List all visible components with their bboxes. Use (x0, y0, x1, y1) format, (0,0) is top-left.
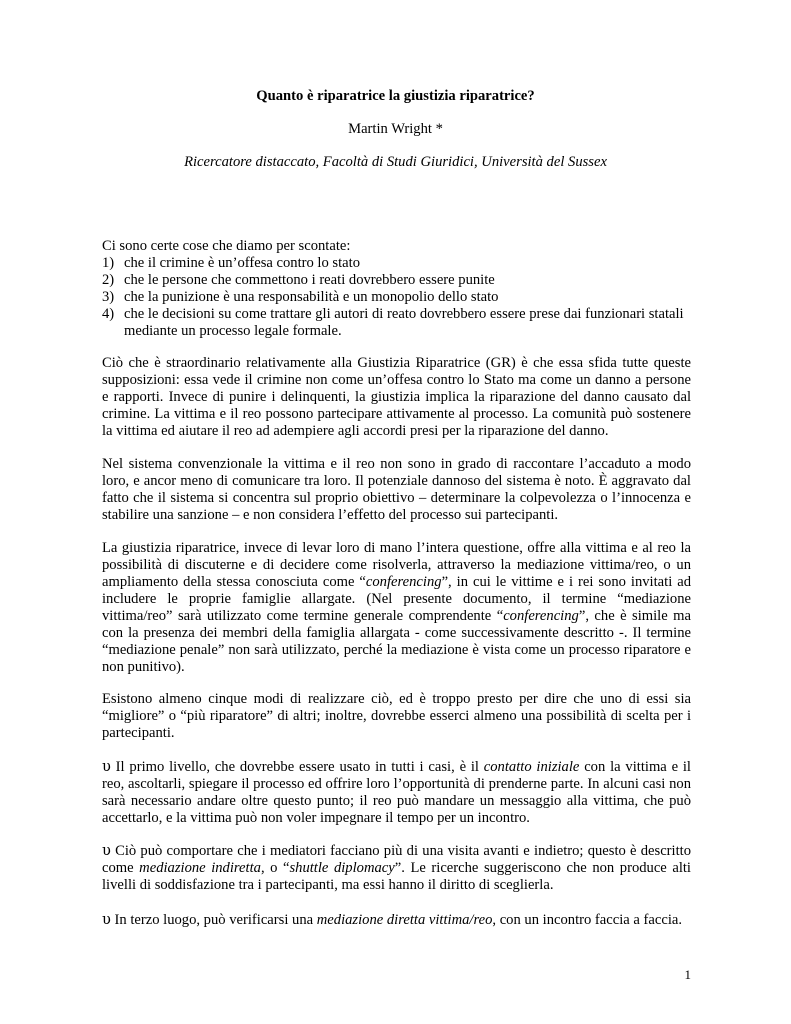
list-item-text: che il crimine è un’offesa contro lo stato (124, 255, 360, 271)
text-span: , o “ (260, 860, 290, 876)
paragraph-five-ways: Esistono almeno cinque modi di realizzare ciò, ed è troppo presto per dire che uno di essi sia “migliore” o “più riparatore” di altri; inoltre, dovrebbe esserci almeno una possibilità di scelta per i partecipanti. (102, 691, 691, 741)
document-title: Quanto è riparatrice la giustizia riparatrice? (256, 88, 535, 104)
text-span: Il primo livello, che dovrebbe essere usato in tutti i casi, è il (110, 759, 484, 775)
assumptions-intro: Ci sono certe cose che diamo per scontate: (102, 238, 351, 254)
paragraph-restorative-justice (102, 540, 691, 676)
list-item-number: 1) (102, 255, 115, 271)
text-span: , con un incontro faccia a faccia. (492, 912, 683, 928)
paragraph-gr-definition: Ciò che è straordinario relativamente alla Giustizia Riparatrice (GR) è che essa sfida tutte queste supposizioni: essa vede il crimine non come un’offesa contro lo Stato ma come un danno a persone e rapporti. Invece di punire i delinquenti, la giustizia implica la riparazione del danno causato dal crimine. La vittima e il reo possono partecipare attivamente al processo. La comunità può sostenere la vittima ed aiutare il reo ad adempiere agli accordi presi per la riparazione del danno. (102, 355, 691, 439)
italic-term: contatto iniziale (483, 759, 580, 775)
paragraph-conventional-system: Nel sistema convenzionale la vittima e il reo non sono in grado di raccontare l’accaduto a modo loro, e ancor meno di comunicare tra loro. Il potenziale dannoso del sistema è noto. È aggravato dal fatto che il sistema si concentra sul proprio obiettivo – determinare la colpevolezza o l’innocenza e stabilire una sanzione – e non considera l’effetto del processo sui partecipanti. (102, 456, 691, 523)
text-span: La giustizia riparatrice, invece di levar loro di mano l’intera questione, offre alla vittima e al reo la possibilità di discuterne e di decidere come risolverla, attraverso la mediazione vittima/reo, o un ampliamento della stessa conosciuta come “ (102, 540, 691, 590)
italic-term: mediazione indiretta (139, 860, 261, 876)
text-span: con la vittima e il reo, ascoltarli, spiegare il processo ed offrire loro l’opportunità di prenderne parte. In alcuni casi non sarà necessario andare oltre questo punto; il reo può mandare un messaggio alla vittima, che può accettarlo, e la vittima può non voler impegnare il tempo per un incontro. (102, 759, 691, 826)
italic-term: conferencing (503, 608, 579, 624)
bullet-icon: υ (102, 911, 111, 928)
text-span: In terzo luogo, può verificarsi una (110, 912, 317, 928)
author-affiliation: Ricercatore distaccato, Facoltà di Studi Giuridici, Università del Sussex (184, 154, 607, 170)
paragraph-first-level (102, 758, 691, 827)
list-item-number: 3) (102, 289, 115, 305)
text-span: ”, che è simile ma con la presenza dei membri della famiglia allargata - come successivamente descritto -. Il termine “mediazione penale” non sarà utilizzato, perché la mediazione è vista come un processo riparatore e non punitivo). (102, 608, 691, 675)
text-span: Ciò può comportare che i mediatori facciano più di una visita avanti e indietro; questo è descritto come (102, 843, 691, 876)
author-name: Martin Wright * (348, 121, 443, 137)
list-item-text: che le persone che commettono i reati dovrebbero essere punite (124, 272, 495, 288)
text-span: ”, in cui le vittime e i rei sono invitati ad includere le proprie famiglie allargate. (Nel presente documento, il termine “mediazione vittima/reo” sarà utilizzato come termine generale comprendente “ (102, 574, 691, 624)
paragraph-direct-mediation (102, 911, 691, 929)
assumptions-list (102, 255, 691, 340)
list-item-text: che le decisioni su come trattare gli autori di reato dovrebbero essere prese dai funzionari statali mediante un processo legale formale. (124, 306, 684, 339)
list-item (102, 255, 691, 272)
text-span: ”. Le ricerche suggeriscono che non produce alti livelli di soddisfazione tra i partecipanti, ma essi hanno il diritto di sceglierla. (102, 860, 691, 893)
italic-term: shuttle diplomacy (289, 860, 395, 876)
bullet-icon: υ (102, 842, 111, 859)
italic-term: conferencing (365, 574, 442, 590)
page-number: 1 (684, 967, 691, 982)
list-item-number: 2) (102, 272, 115, 288)
list-item (102, 272, 691, 289)
list-item-text: che la punizione è una responsabilità e un monopolio dello stato (124, 289, 499, 305)
assumptions-section (102, 238, 691, 340)
list-item (102, 289, 691, 306)
bullet-icon: υ (102, 758, 111, 775)
list-item (102, 306, 691, 340)
list-item-number: 4) (102, 306, 115, 322)
italic-term: mediazione diretta vittima/reo (316, 912, 493, 928)
paragraph-indirect-mediation (102, 842, 691, 894)
